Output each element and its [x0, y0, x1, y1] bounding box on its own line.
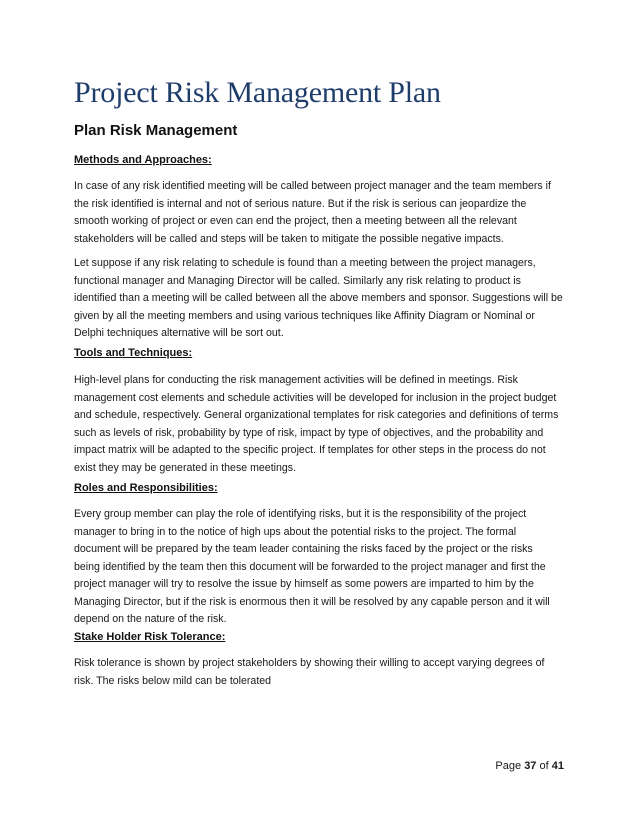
text-line: management cost elements and schedule activities will be developed for inclusion in the project budget	[74, 391, 557, 404]
page-label: Page	[495, 760, 522, 772]
subheading-methods: Methods and Approaches:	[74, 154, 212, 166]
text-line: impact matrix will be adapted to the specific project. If templates for other steps in the process do not	[74, 444, 546, 456]
text-line: and schedule, respectively. General organizational templates for risk categories and definitions of terms	[74, 409, 559, 421]
text-line: risk. The risks below mild can be tolerated	[74, 674, 272, 687]
total-page-count: 41	[551, 760, 564, 772]
text-line: Let suppose if any risk relating to schedule is found than a meeting between the project managers,	[74, 257, 536, 269]
document-title: Project Risk Management Plan	[74, 76, 441, 109]
paragraph-methods-1	[74, 178, 564, 248]
paragraph-roles	[74, 506, 564, 629]
subheading-tools: Tools and Techniques:	[74, 347, 193, 359]
subheading-risk-tolerance: Stake Holder Risk Tolerance:	[74, 631, 226, 643]
text-line: functional manager and Managing Director will be called. Similarly any risk relating to product is	[74, 274, 521, 287]
text-line: smooth working of project or even can end the project, then a meeting between all the relevant	[74, 215, 517, 227]
paragraph-tools	[74, 372, 564, 477]
text-line: High-level plans for conducting the risk management activities will be defined in meetings. Risk	[74, 374, 518, 386]
page-number-footer	[480, 760, 564, 772]
subheading-roles: Roles and Responsibilities:	[74, 482, 218, 494]
text-line: given by all the meeting members and using various techniques like Affinity Diagram or Nominal or	[74, 309, 535, 322]
current-page-number: 37	[524, 760, 537, 772]
text-line: being identified by the team then this document will be forwarded to the project manager and first the	[74, 560, 546, 573]
text-line: exist they may be generated in these meetings.	[74, 461, 297, 474]
of-label: of	[539, 760, 549, 772]
paragraph-risk-tolerance	[74, 655, 564, 690]
text-line: project manager will try to resolve the issue by himself as some powers are imparted to him by the	[74, 578, 534, 590]
text-line: Risk tolerance is shown by project stakeholders by showing their willing to accept varying degrees of	[74, 657, 545, 669]
text-line: Every group member can play the role of identifying risks, but it is the responsibility of the project	[74, 508, 527, 520]
text-line: manager to bring in to the notice of high ups about the potential risks to the project. The formal	[74, 525, 517, 538]
text-line: depend on the nature of the risk.	[74, 613, 227, 625]
text-line: Delphi techniques alternative will be sort out.	[74, 327, 284, 339]
paragraph-methods-2	[74, 255, 564, 343]
text-line: document will be prepared by the team leader containing the risks faced by the project or the risks	[74, 543, 533, 555]
section-heading: Plan Risk Management	[74, 122, 238, 139]
text-line: stakeholders will be called and steps will be taken to mitigate the possible negative impacts.	[74, 232, 504, 245]
text-line: the risk identified is internal and not of serious nature. But if the risk is serious can jeopardize the	[74, 197, 527, 210]
text-line: identified than a meeting will be called between all the above members and sponsor. Suggestions will be	[74, 292, 563, 304]
text-line: In case of any risk identified meeting will be called between project manager and the team members if	[74, 180, 551, 192]
text-line: such as levels of risk, probability by type of risk, impact by type of objectives, and the probability and	[74, 426, 544, 439]
text-line: Managing Director, but if the risk is enormous then it will be resolved by any capable person and it will	[74, 595, 550, 608]
